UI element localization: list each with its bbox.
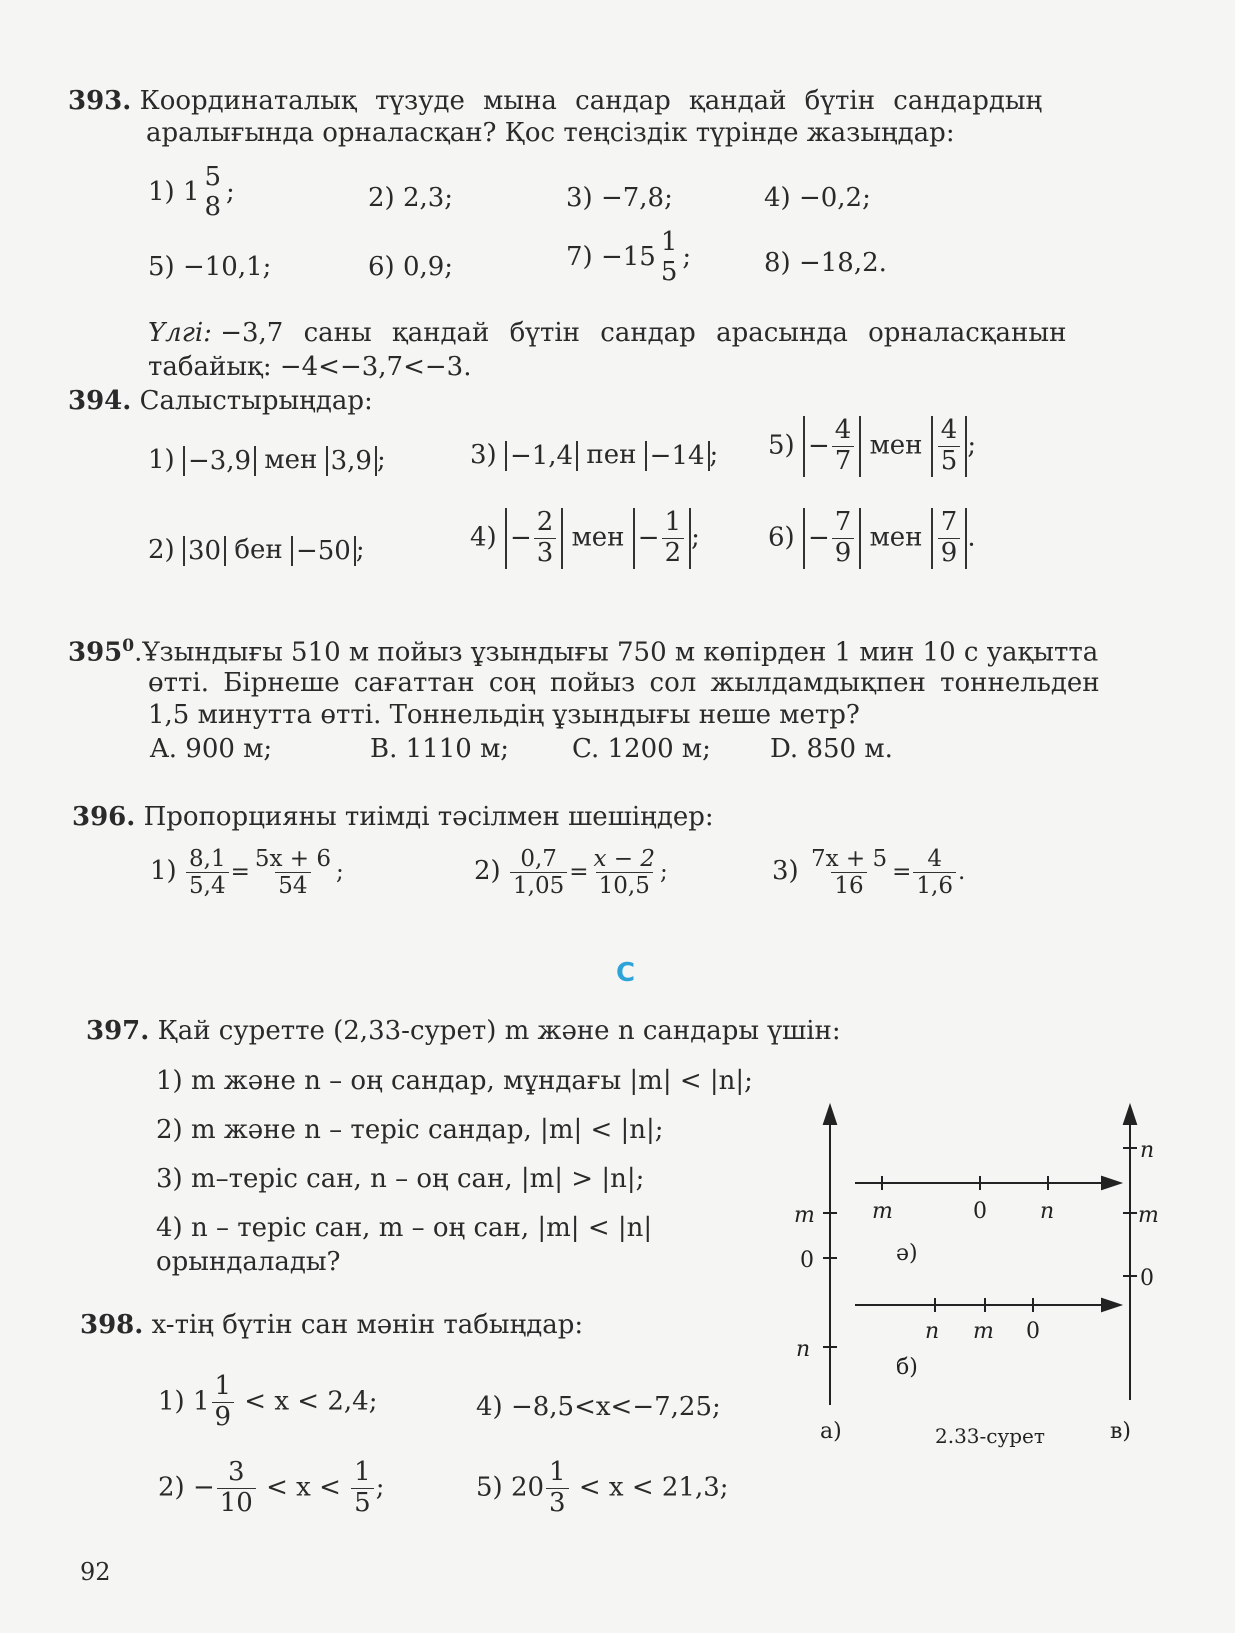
item-396-2: 2) $\frac{0,7}{1,05}$ = $\frac{x - 2}{10,5}$ ; <box>474 846 668 900</box>
exercise-394: 394. Салыстырыңдар: <box>68 386 373 416</box>
label-n: n <box>1040 1199 1055 1224</box>
label-ae: ә) <box>896 1241 918 1266</box>
label-m: m <box>973 1319 994 1344</box>
item-396-1: 1) $\frac{8,1}{5,4}$ = $\frac{5x + 6}{54}$ ; <box>150 846 344 900</box>
item-397-4: 4) n – теріс сан, m – оң сан, |m| < |n| <box>156 1213 653 1243</box>
axis-ae-arrow <box>1102 1177 1120 1189</box>
answer-d: D. 850 м. <box>770 734 893 764</box>
answer-a: A. 900 м; <box>150 734 273 764</box>
label-m: m <box>872 1199 893 1224</box>
item-397-1: 1) m және n – оң сандар, мұндағы |m| < |n|; <box>156 1066 753 1096</box>
item-393-6: 6) 0,9; <box>368 252 454 282</box>
label-0: 0 <box>800 1248 814 1273</box>
item-393-4: 4) −0,2; <box>764 183 871 213</box>
section-heading: C <box>616 958 636 988</box>
item-393-2: 2) 2,3; <box>368 183 454 213</box>
exercise-number: 393. <box>68 86 132 116</box>
label-n: n <box>925 1319 940 1344</box>
page-number: 92 <box>80 1558 111 1586</box>
item-393-8: 8) −18,2. <box>764 248 887 278</box>
exercise-395: $395^0.Ұзындығы$ 510 м пойыз ұзындығы 750 м көпірден 1 мин 10 с уақытта <box>68 636 1099 668</box>
axis-v-arrow <box>1124 1106 1136 1124</box>
exercise-text: өтті. Бірнеше сағаттан соң пойыз сол жылдамдықпен тоннельден <box>148 668 1100 698</box>
item-397-4-cont: орындалады? <box>156 1247 341 1277</box>
item-394-3: 3) −1,4 пен −14 ; <box>470 440 719 471</box>
label-a: а) <box>820 1419 842 1444</box>
label-0: 0 <box>973 1199 987 1224</box>
item-398-2: 2) − $\frac{3}{10}$ < x < $\frac{1}{5}$ ; <box>158 1457 385 1518</box>
label-n: n <box>1140 1138 1155 1163</box>
figure-2-33 <box>780 1100 1180 1460</box>
answer-b: B. 1110 м; <box>370 734 510 764</box>
label-b: б) <box>896 1355 918 1380</box>
item-398-4: 4) −8,5<x<−7,25; <box>476 1392 721 1422</box>
fraction: 5 8 <box>204 162 222 222</box>
exercise-397: 397. Қай суретте (2,33-сурет) m және n сандары үшін: <box>86 1016 841 1046</box>
label-n: n <box>796 1337 811 1362</box>
item-398-1: 1) 1 $\frac{1}{9}$ < x < 2,4; <box>158 1371 378 1432</box>
axis-a-arrow <box>824 1106 836 1124</box>
example-line2: табайық: −4<−3,7<−3. <box>148 352 472 382</box>
item-397-3: 3) m–теріс сан, n – оң сан, |m| > |n|; <box>156 1164 645 1194</box>
item-396-3: 3) $\frac{7x + 5}{16}$ = $\frac{4}{1,6}$ . <box>772 846 966 900</box>
item-397-2: 2) m және n – теріс сандар, |m| < |n|; <box>156 1115 664 1145</box>
item-398-5: 5) 20 $\frac{1}{3}$ < x < 21,3; <box>476 1457 729 1518</box>
exercise-text: Координаталық түзуде мына сандар қандай бүтін сандардың <box>139 86 1043 116</box>
exercise-text: аралығында орналасқан? Қос теңсіздік түрінде жазыңдар: <box>146 118 955 148</box>
exercise-396: 396. Пропорцияны тиімді тәсілмен шешіңдер: <box>72 802 714 832</box>
exercise-text: 1,5 минутта өтті. Тоннельдің ұзындығы неше метр? <box>148 700 860 730</box>
item-394-4: 4) − $\frac{2}{3}$ мен − $\frac{1}{2}$ ; <box>470 507 700 568</box>
item-393-1: 1) 1 5 8 ; <box>148 162 235 222</box>
label-v: в) <box>1110 1419 1131 1444</box>
item-393-3: 3) −7,8; <box>566 183 673 213</box>
axis-b-arrow <box>1102 1299 1120 1311</box>
answer-c: C. 1200 м; <box>572 734 711 764</box>
item-393-7: 7) −15 1 5 ; <box>566 227 692 287</box>
exercise-393 <box>68 86 1042 116</box>
exercise-398: 398. x-тің бүтін сан мәнін табыңдар: <box>80 1310 584 1340</box>
label-m: m <box>794 1203 815 1228</box>
item-393-5: 5) −10,1; <box>148 252 272 282</box>
item-394-1: 1) −3,9 мен 3,9 ; <box>148 445 386 476</box>
item-394-5: 5) − $\frac{4}{7}$ мен $\frac{4}{5}$ ; <box>768 415 977 476</box>
label-m: m <box>1138 1203 1159 1228</box>
fraction: 1 5 <box>660 227 678 287</box>
item-394-6: 6) − $\frac{7}{9}$ мен $\frac{7}{9}$ . <box>768 507 976 568</box>
example: Үлгі: −3,7 саны қандай бүтін сандар арасында орналасқанын <box>148 318 1067 348</box>
figure-caption: 2.33-сурет <box>935 1424 1045 1448</box>
label-0: 0 <box>1026 1319 1040 1344</box>
label-0: 0 <box>1140 1266 1154 1291</box>
item-394-2: 2) 30 бен −50 ; <box>148 535 365 566</box>
